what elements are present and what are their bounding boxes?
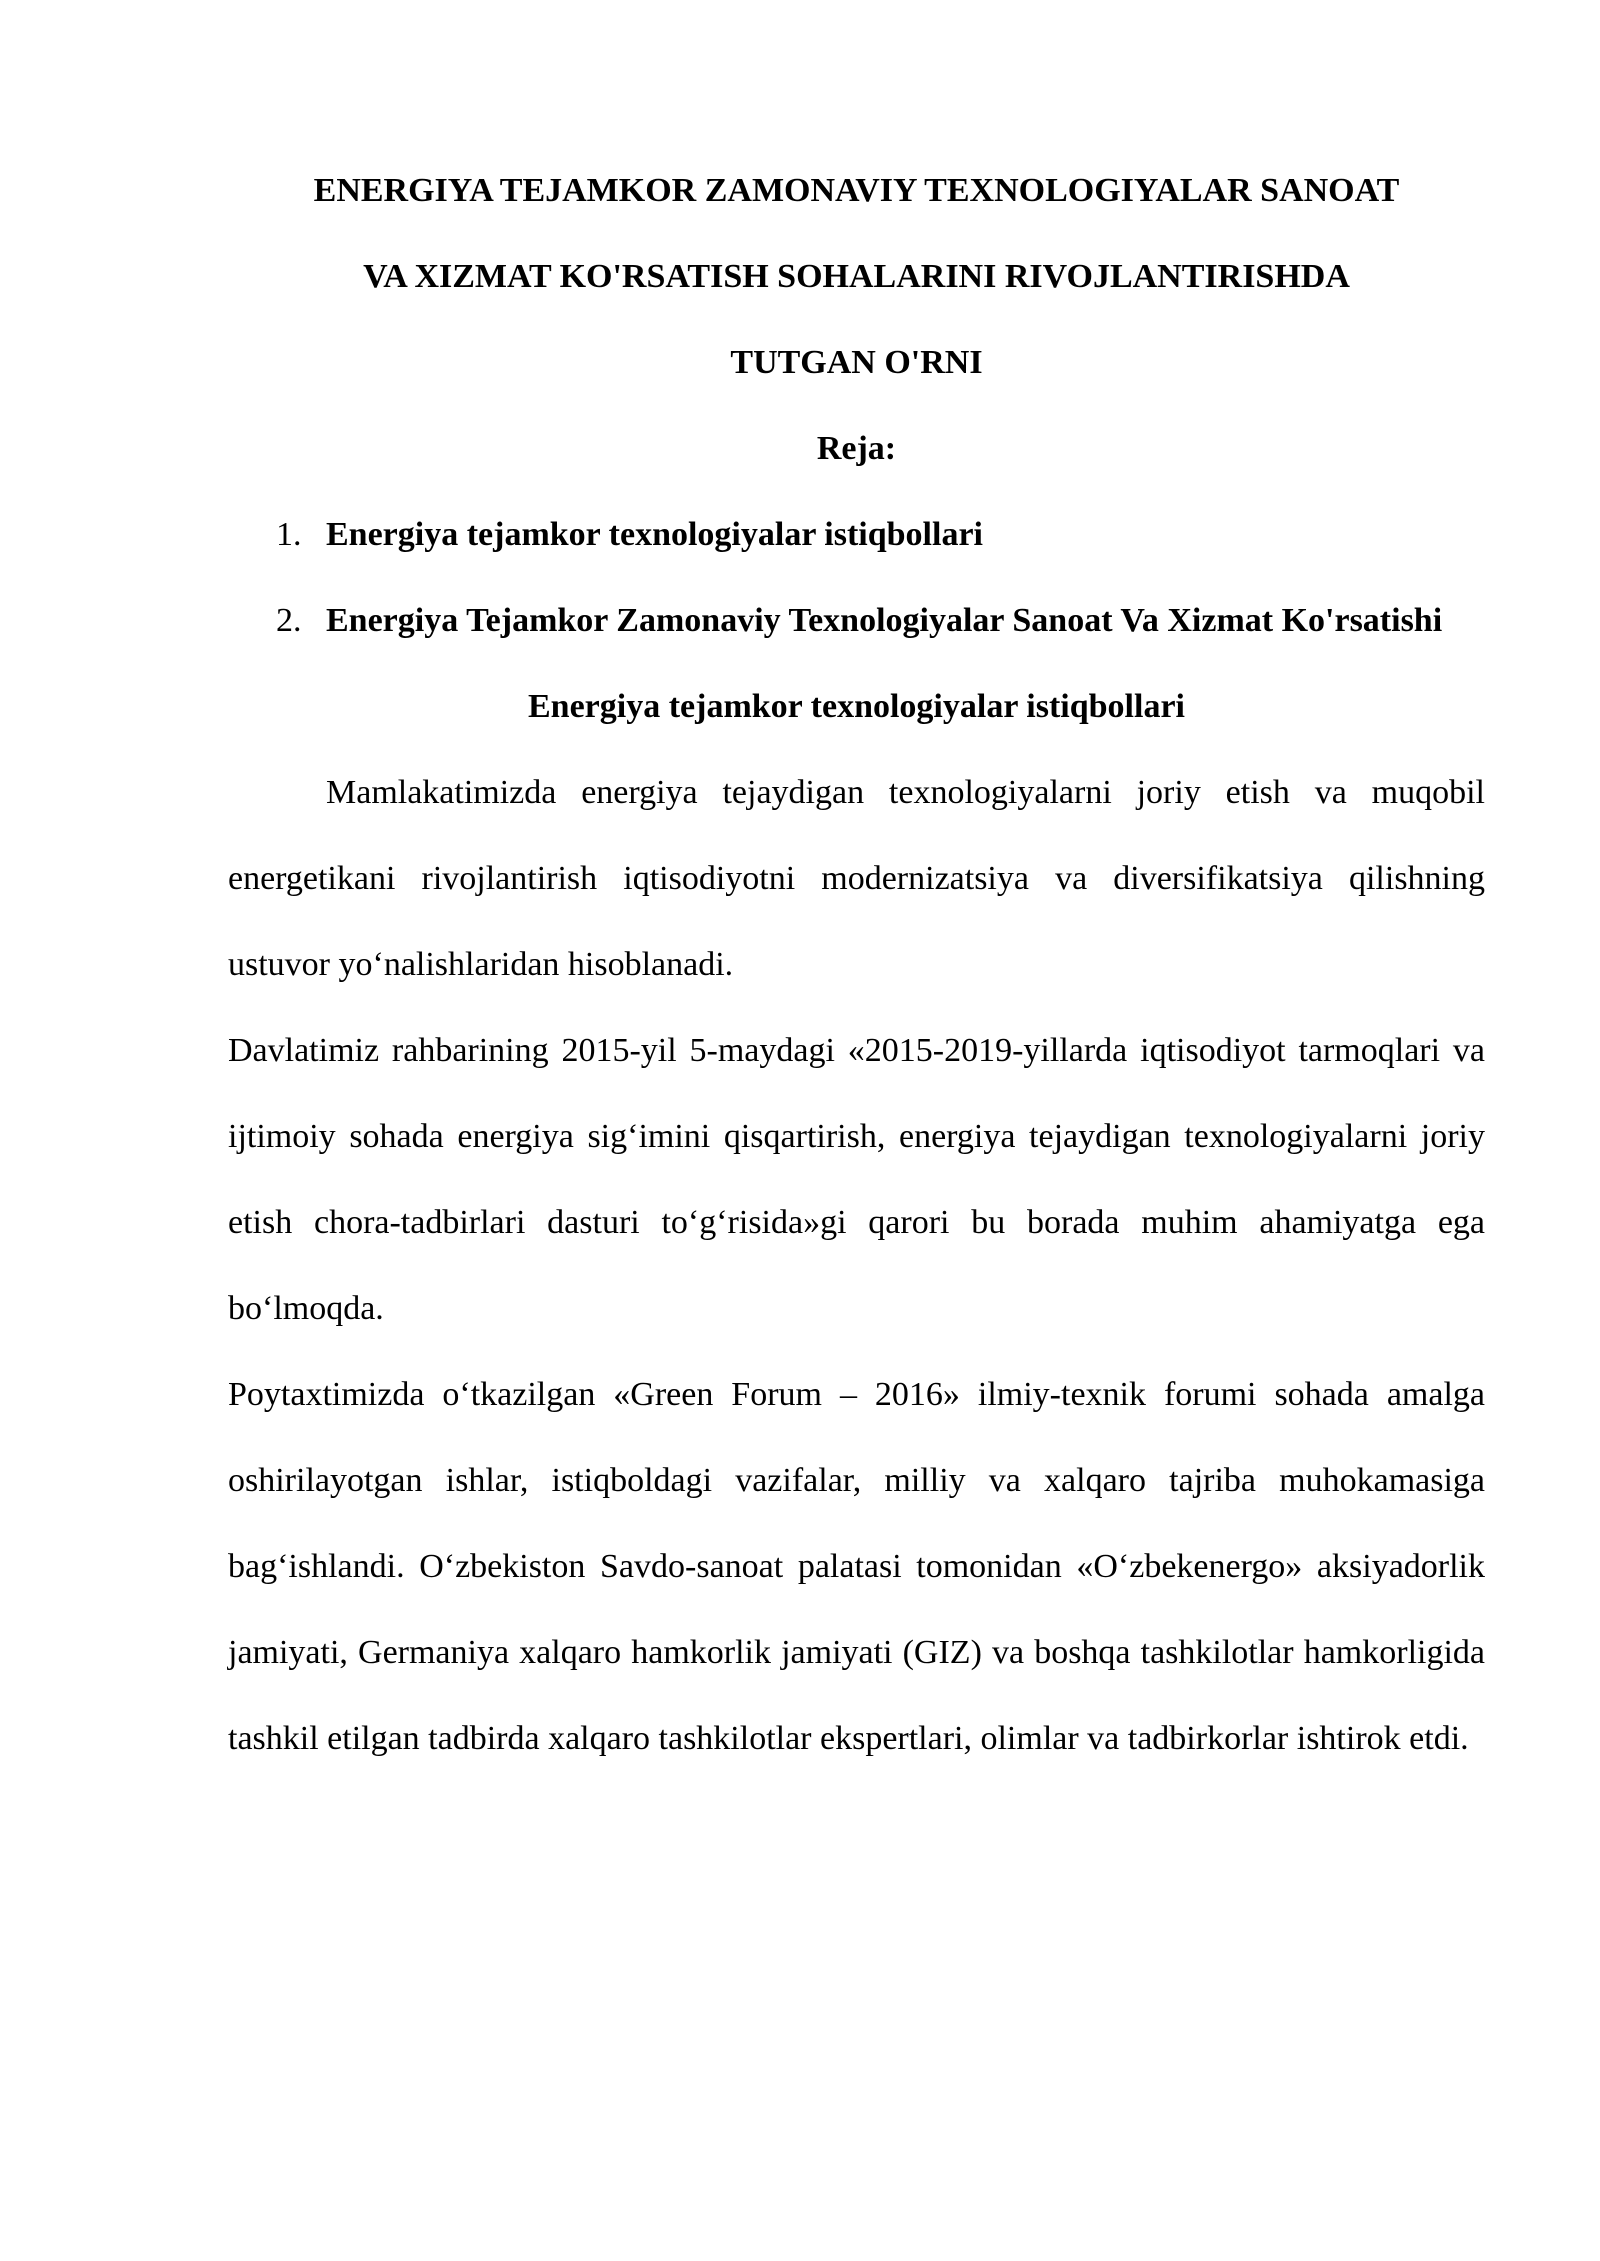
plan-item-number: 1. xyxy=(276,516,302,553)
plan-item-text: Energiya Tejamkor Zamonaviy Texnologiyalar Sanoat Va Xizmat Ko'rsatishi xyxy=(326,602,1443,639)
body-paragraph: Poytaxtimizda o‘tkazilgan «Green Forum – 2016» ilmiy-texnik forumi sohada amalga oshirilayotgan ishlar, istiqboldagi vazifalar, milliy va xalqaro tajriba muhokamasiga bag‘ishlandi. O‘zbekiston Savdo-sanoat palatasi tomonidan «O‘zbekenergo» aksiyadorlik jamiyati, Germaniya xalqaro hamkorlik jamiyati (GIZ) va boshqa tashkilotlar hamkorligida tashkil etilgan tadbirda xalqaro tashkilotlar ekspertlari, olimlar va tadbirkorlar ishtirok etdi. xyxy=(228,1376,1485,1757)
body-paragraph: Davlatimiz rahbarining 2015-yil 5-maydagi «2015-2019-yillarda iqtisodiyot tarmoqlari va ijtimoiy sohada energiya sig‘imini qisqartirish, energiya tejaydigan texnologiyalarni joriy etish chora-tadbirlari dasturi to‘g‘risida»gi qarori bu borada muhim ahamiyatga ega bo‘lmoqda. xyxy=(228,1032,1485,1327)
document-title xyxy=(228,148,1485,406)
title-line: VA XIZMAT KO'RSATISH SOHALARINI RIVOJLANTIRISHDA xyxy=(363,258,1350,295)
plan-item xyxy=(228,578,1485,664)
plan-item-text: Energiya tejamkor texnologiyalar istiqbollari xyxy=(326,516,983,553)
plan-list xyxy=(228,492,1485,664)
title-line: ENERGIYA TEJAMKOR ZAMONAVIY TEXNOLOGIYALAR SANOAT xyxy=(313,172,1400,209)
plan-heading: Reja: xyxy=(816,430,897,467)
plan-item-number: 2. xyxy=(276,602,302,639)
body-paragraph: Mamlakatimizda energiya tejaydigan texnologiyalarni joriy etish va muqobil energetikani rivojlantirish iqtisodiyotni modernizatsiya va diversifikatsiya qilishning ustuvor yo‘nalishlaridan hisoblanadi. xyxy=(228,774,1485,983)
section-heading: Energiya tejamkor texnologiyalar istiqbollari xyxy=(528,688,1185,725)
plan-item xyxy=(228,492,1485,578)
document-body xyxy=(228,148,1485,1782)
title-line: TUTGAN O'RNI xyxy=(730,344,983,381)
